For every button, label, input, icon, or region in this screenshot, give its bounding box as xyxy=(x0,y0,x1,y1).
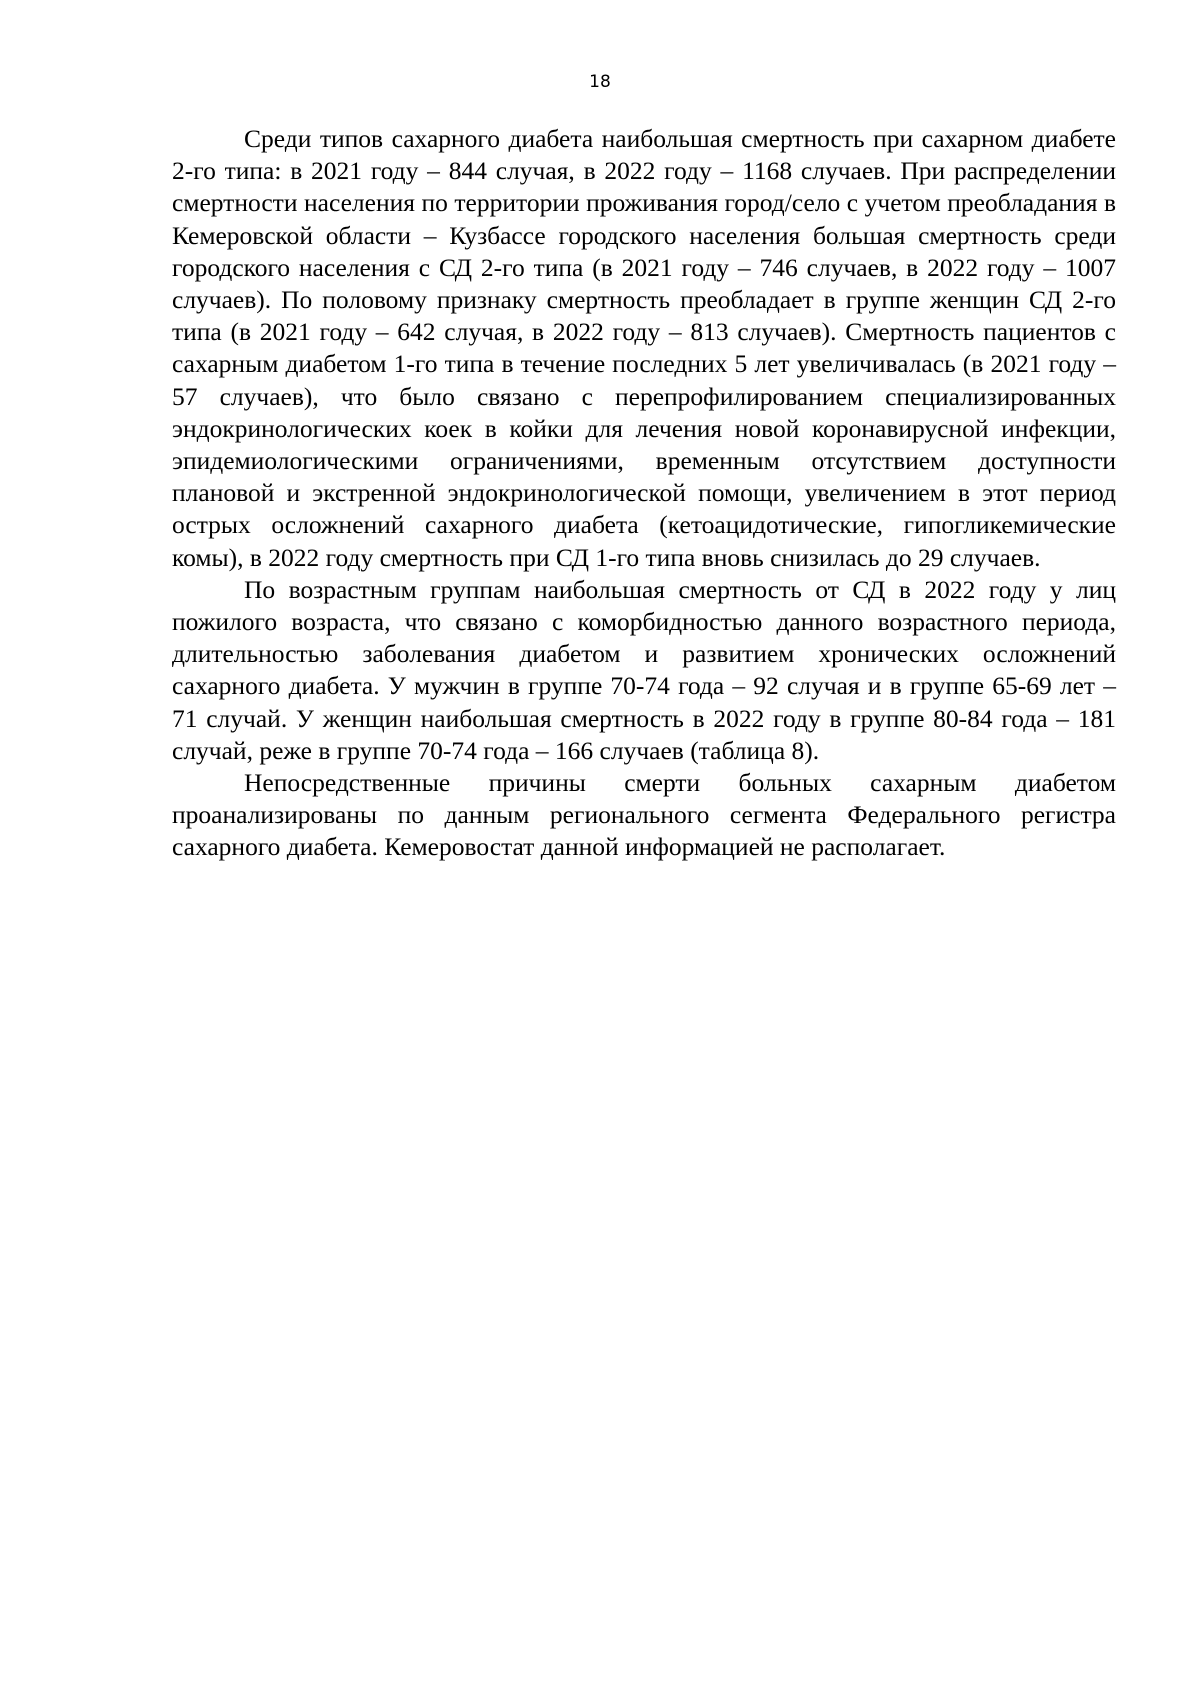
page-number: 18 xyxy=(589,72,611,92)
paragraph-mortality-by-type: Среди типов сахарного диабета наибольшая смертность при сахарном диабете 2-го типа: в 2021 году – 844 случая, в 2022 году – 1168 случаев. При распределении смертности населения по территории проживания город/село с учетом преобладания в Кемеровской области – Кузбассе городского населения большая смертность среди городского населения с СД 2-го типа (в 2021 году – 746 случаев, в 2022 году – 1007 случаев). По половому признаку смертность преобладает в группе женщин СД 2-го типа (в 2021 году – 642 случая, в 2022 году – 813 случаев). Смертность пациентов с сахарным диабетом 1-го типа в течение последних 5 лет увеличивалась (в 2021 году – 57 случаев), что было связано с перепрофилированием специализированных эндокринологических коек в койки для лечения новой коронавирусной инфекции, эпидемиологическими ограничениями, временным отсутствием доступности плановой и экстренной эндокринологической помощи, увеличением в этот период острых осложнений сахарного диабета (кетоацидотические, гипогликемические комы), в 2022 году смертность при СД 1-го типа вновь снизилась до 29 случаев. xyxy=(172,124,1116,572)
paragraph-causes-of-death: Непосредственные причины смерти больных сахарным диабетом проанализированы по данным регионального сегмента Федерального регистра сахарного диабета. Кемеровостат данной информацией не располагает. xyxy=(172,768,1116,862)
paragraph-mortality-by-age: По возрастным группам наибольшая смертность от СД в 2022 году у лиц пожилого возраста, что связано с коморбидностью данного возрастного периода, длительностью заболевания диабетом и развитием хронических осложнений сахарного диабета. У мужчин в группе 70-74 года – 92 случая и в группе 65-69 лет – 71 случай. У женщин наибольшая смертность в 2022 году в группе 80-84 года – 181 случай, реже в группе 70-74 года – 166 случаев (таблица 8). xyxy=(172,574,1116,765)
document-body xyxy=(172,123,1116,864)
